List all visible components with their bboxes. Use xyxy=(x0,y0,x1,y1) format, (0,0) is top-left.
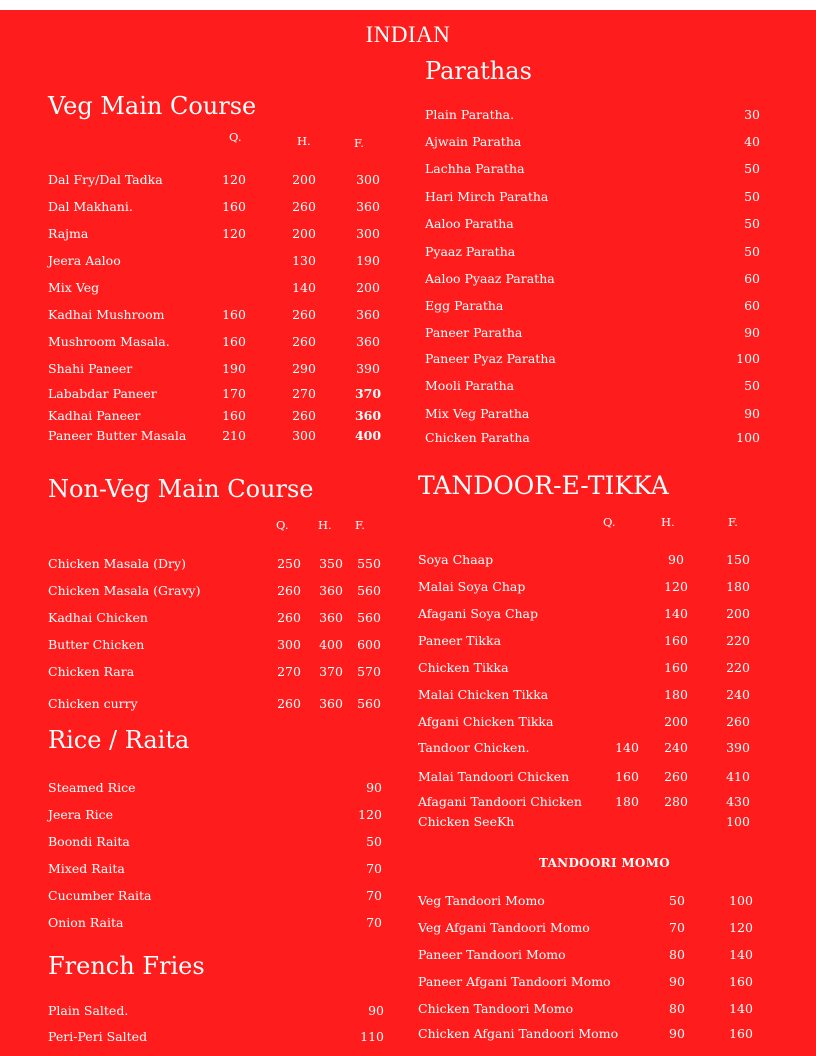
item-price-price: 50 xyxy=(744,378,760,393)
item-price-h: 200 xyxy=(292,226,316,241)
tikka-col-h: H. xyxy=(661,515,675,529)
item-price-f: 240 xyxy=(726,687,750,702)
item-price-h: 90 xyxy=(669,1026,685,1041)
item-name: Shahi Paneer xyxy=(48,361,133,376)
tikka-col-f: F. xyxy=(728,515,738,529)
item-name: Aaloo Paratha xyxy=(425,216,514,231)
item-price-q: 120 xyxy=(222,172,246,187)
item-price-h: 360 xyxy=(319,610,343,625)
item-price-h: 140 xyxy=(664,606,688,621)
item-name: Malai Tandoori Chicken xyxy=(418,769,570,784)
veg-col-h: H. xyxy=(297,134,311,148)
tandoor-e-tikka-heading: TANDOOR-E-TIKKA xyxy=(418,471,669,500)
item-price-f: 180 xyxy=(726,579,750,594)
item-name: Malai Soya Chap xyxy=(418,579,526,594)
item-price-q: 160 xyxy=(222,408,246,423)
item-price-f: 160 xyxy=(729,1026,753,1041)
item-name: Hari Mirch Paratha xyxy=(425,189,549,204)
menu-page xyxy=(0,10,816,1056)
item-name: Mushroom Masala. xyxy=(48,334,170,349)
item-price-f: 390 xyxy=(726,740,750,755)
item-price-price: 100 xyxy=(736,351,760,366)
item-price-price: 70 xyxy=(366,861,382,876)
veg-col-f: F. xyxy=(354,136,364,150)
item-price-f: 200 xyxy=(356,280,380,295)
item-name: Tandoor Chicken. xyxy=(418,740,530,755)
item-name: Paneer Pyaz Paratha xyxy=(425,351,556,366)
item-price-price: 90 xyxy=(366,780,382,795)
item-name: Mix Veg xyxy=(48,280,100,295)
item-name: Ajwain Paratha xyxy=(425,134,522,149)
item-price-f: 220 xyxy=(726,633,750,648)
item-price-f: 410 xyxy=(726,769,750,784)
item-name: Chicken Paratha xyxy=(425,430,530,445)
item-price-q: 160 xyxy=(222,199,246,214)
item-price-q: 260 xyxy=(277,696,301,711)
item-price-f: 360 xyxy=(356,307,380,322)
item-price-q: 300 xyxy=(277,637,301,652)
french-fries-heading: French Fries xyxy=(48,952,205,980)
item-price-h: 360 xyxy=(319,583,343,598)
item-price-h: 300 xyxy=(292,428,316,443)
item-price-f: 100 xyxy=(726,814,750,829)
item-name: Aaloo Pyaaz Paratha xyxy=(425,271,555,286)
nonveg-col-q: Q. xyxy=(276,518,289,532)
item-price-f: 300 xyxy=(356,226,380,241)
item-price-q: 120 xyxy=(222,226,246,241)
item-name: Cucumber Raita xyxy=(48,888,152,903)
item-name: Peri-Peri Salted xyxy=(48,1029,148,1044)
item-name: Paneer Afgani Tandoori Momo xyxy=(418,974,611,989)
item-price-price: 120 xyxy=(358,807,382,822)
item-price-q: 160 xyxy=(615,769,639,784)
item-price-h: 270 xyxy=(292,386,316,401)
item-price-h: 200 xyxy=(292,172,316,187)
item-price-f: 370 xyxy=(354,386,382,401)
item-name: Jeera Rice xyxy=(48,807,114,822)
page-title: INDIAN xyxy=(365,22,451,47)
item-price-h: 370 xyxy=(319,664,343,679)
item-price-h: 80 xyxy=(669,947,685,962)
tandoori-momo-heading: TANDOORI MOMO xyxy=(539,856,671,870)
item-name: Mixed Raita xyxy=(48,861,125,876)
item-price-f: 220 xyxy=(726,660,750,675)
item-name: Steamed Rice xyxy=(48,780,136,795)
item-price-f: 120 xyxy=(729,920,753,935)
item-name: Boondi Raita xyxy=(48,834,130,849)
item-price-h: 240 xyxy=(664,740,688,755)
item-price-h: 200 xyxy=(664,714,688,729)
item-name: Chicken Afgani Tandoori Momo xyxy=(418,1026,619,1041)
item-name: Plain Salted. xyxy=(48,1003,129,1018)
rice-raita-heading: Rice / Raita xyxy=(48,726,190,754)
item-price-f: 360 xyxy=(356,334,380,349)
item-price-f: 360 xyxy=(356,199,380,214)
item-price-h: 260 xyxy=(292,408,316,423)
item-name: Pyaaz Paratha xyxy=(425,244,516,259)
parathas-heading: Parathas xyxy=(425,57,532,85)
item-price-price: 50 xyxy=(744,244,760,259)
item-price-h: 180 xyxy=(664,687,688,702)
item-name: Egg Paratha xyxy=(425,298,504,313)
item-name: Paneer Butter Masala xyxy=(48,428,187,443)
item-name: Onion Raita xyxy=(48,915,124,930)
item-price-h: 50 xyxy=(669,893,685,908)
item-price-f: 570 xyxy=(357,664,381,679)
item-price-f: 390 xyxy=(356,361,380,376)
item-price-price: 90 xyxy=(744,325,760,340)
item-name: Chicken Masala (Dry) xyxy=(48,556,186,571)
item-price-q: 160 xyxy=(222,307,246,322)
item-price-q: 170 xyxy=(222,386,246,401)
item-name: Dal Fry/Dal Tadka xyxy=(48,172,163,187)
tikka-col-q: Q. xyxy=(603,515,616,529)
item-name: Rajma xyxy=(48,226,89,241)
item-name: Lababdar Paneer xyxy=(48,386,157,401)
item-price-price: 40 xyxy=(744,134,760,149)
item-price-price: 50 xyxy=(744,216,760,231)
item-price-f: 100 xyxy=(729,893,753,908)
item-name: Afagani Tandoori Chicken xyxy=(418,794,582,809)
item-price-h: 260 xyxy=(664,769,688,784)
item-price-q: 190 xyxy=(222,361,246,376)
item-price-q: 140 xyxy=(615,740,639,755)
item-price-h: 120 xyxy=(664,579,688,594)
item-price-h: 350 xyxy=(319,556,343,571)
item-price-f: 600 xyxy=(357,637,381,652)
item-price-q: 260 xyxy=(277,583,301,598)
item-price-h: 290 xyxy=(292,361,316,376)
item-price-price: 50 xyxy=(366,834,382,849)
item-price-f: 260 xyxy=(726,714,750,729)
veg-main-course-heading: Veg Main Course xyxy=(48,92,257,120)
item-price-price: 100 xyxy=(736,430,760,445)
item-price-h: 160 xyxy=(664,633,688,648)
item-name: Lachha Paratha xyxy=(425,161,525,176)
item-price-h: 140 xyxy=(292,280,316,295)
item-name: Afagani Soya Chap xyxy=(418,606,539,621)
item-price-f: 160 xyxy=(729,974,753,989)
item-price-h: 160 xyxy=(664,660,688,675)
item-name: Paneer Tandoori Momo xyxy=(418,947,566,962)
item-name: Kadhai Paneer xyxy=(48,408,141,423)
item-price-f: 150 xyxy=(726,552,750,567)
item-price-q: 270 xyxy=(277,664,301,679)
item-price-h: 280 xyxy=(664,794,688,809)
item-price-price: 90 xyxy=(368,1003,384,1018)
item-price-h: 260 xyxy=(292,199,316,214)
item-price-q: 260 xyxy=(277,610,301,625)
item-name: Mix Veg Paratha xyxy=(425,406,530,421)
item-price-price: 70 xyxy=(366,915,382,930)
item-name: Soya Chaap xyxy=(418,552,494,567)
item-name: Chicken SeeKh xyxy=(418,814,515,829)
item-name: Chicken Masala (Gravy) xyxy=(48,583,201,598)
item-price-f: 200 xyxy=(726,606,750,621)
item-price-price: 70 xyxy=(366,888,382,903)
item-price-h: 360 xyxy=(319,696,343,711)
item-price-h: 260 xyxy=(292,307,316,322)
item-price-price: 50 xyxy=(744,189,760,204)
item-name: Paneer Tikka xyxy=(418,633,502,648)
item-price-price: 30 xyxy=(744,107,760,122)
item-name: Dal Makhani. xyxy=(48,199,133,214)
item-price-price: 50 xyxy=(744,161,760,176)
item-name: Kadhai Mushroom xyxy=(48,307,165,322)
veg-col-q: Q. xyxy=(229,130,242,144)
item-price-price: 60 xyxy=(744,298,760,313)
item-name: Malai Chicken Tikka xyxy=(418,687,549,702)
item-price-q: 160 xyxy=(222,334,246,349)
item-price-f: 190 xyxy=(356,253,380,268)
item-name: Chicken curry xyxy=(48,696,138,711)
item-price-f: 140 xyxy=(729,1001,753,1016)
item-price-h: 260 xyxy=(292,334,316,349)
item-price-f: 550 xyxy=(357,556,381,571)
item-price-q: 210 xyxy=(222,428,246,443)
item-name: Chicken Rara xyxy=(48,664,135,679)
item-name: Butter Chicken xyxy=(48,637,145,652)
item-price-price: 90 xyxy=(744,406,760,421)
item-name: Kadhai Chicken xyxy=(48,610,148,625)
item-name: Veg Tandoori Momo xyxy=(418,893,545,908)
item-price-f: 560 xyxy=(357,610,381,625)
item-price-h: 90 xyxy=(669,974,685,989)
item-price-f: 140 xyxy=(729,947,753,962)
item-name: Chicken Tandoori Momo xyxy=(418,1001,574,1016)
item-name: Veg Afgani Tandoori Momo xyxy=(418,920,590,935)
item-price-h: 80 xyxy=(669,1001,685,1016)
item-price-q: 180 xyxy=(615,794,639,809)
non-veg-main-course-heading: Non-Veg Main Course xyxy=(48,475,314,503)
item-price-price: 110 xyxy=(360,1029,384,1044)
item-price-h: 70 xyxy=(669,920,685,935)
item-price-f: 300 xyxy=(356,172,380,187)
item-price-f: 560 xyxy=(357,696,381,711)
item-price-f: 400 xyxy=(354,428,382,443)
item-price-q: 250 xyxy=(277,556,301,571)
nonveg-col-h: H. xyxy=(318,518,332,532)
item-price-h: 400 xyxy=(319,637,343,652)
nonveg-col-f: F. xyxy=(355,518,365,532)
item-price-price: 60 xyxy=(744,271,760,286)
item-price-h: 90 xyxy=(668,552,684,567)
item-name: Chicken Tikka xyxy=(418,660,509,675)
item-name: Jeera Aaloo xyxy=(48,253,121,268)
item-name: Paneer Paratha xyxy=(425,325,523,340)
item-name: Mooli Paratha xyxy=(425,378,515,393)
item-price-h: 130 xyxy=(292,253,316,268)
item-name: Plain Paratha. xyxy=(425,107,515,122)
item-price-f: 360 xyxy=(354,408,382,423)
item-name: Afgani Chicken Tikka xyxy=(418,714,554,729)
item-price-f: 560 xyxy=(357,583,381,598)
item-price-f: 430 xyxy=(726,794,750,809)
